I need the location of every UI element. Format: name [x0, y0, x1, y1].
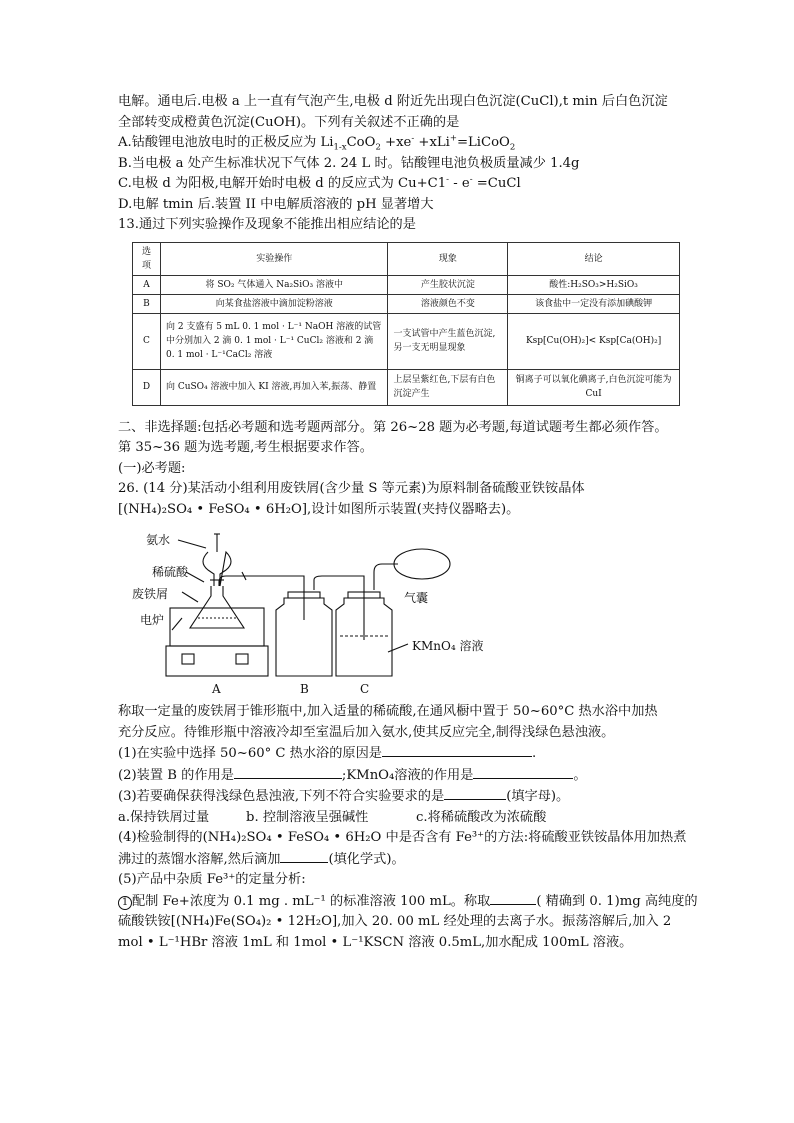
- q26-sub5-line3: mol • L⁻¹HBr 溶液 1mL 和 1mol • L⁻¹KSCN 溶液 0.5mL,加水配成 100mL 溶液。: [118, 934, 633, 950]
- apparatus-diagram: [118, 524, 688, 694]
- q26-sub2: (2)装置 B 的作用是 ;KMnO₄溶液的作用是 。: [118, 765, 688, 787]
- q26-para-line1: 称取一定量的废铁屑于锥形瓶中,加入适量的稀硫酸,在通风橱中置于 50~60°C 热水浴中加热: [118, 704, 658, 719]
- q26-para-line2: 充分反应。待锥形瓶中溶液冷却至室温后加入氨水,使其反应完全,制得浅绿色悬浊液。: [118, 724, 615, 740]
- apparatus-svg: [118, 524, 538, 694]
- answer-blank[interactable]: [490, 891, 536, 905]
- label-b: B: [300, 682, 309, 696]
- experiment-table: [132, 242, 680, 406]
- label-ammonia: 氨水: [146, 533, 171, 547]
- table-cell: 向 2 支盛有 5 mL 0. 1 mol · L⁻¹ NaOH 溶液的试管中分别加入 2 滴 0. 1 mol · L⁻¹ CuCl₂ 溶液和 2 滴 0. 1 mol · L⁻¹CaCl₂ 溶液: [160, 313, 388, 369]
- table-cell: 上层呈紫红色,下层有白色沉淀产生: [388, 369, 508, 405]
- q12-option-a: A.钴酸锂电池放电时的正极反应为 $Li_{1-x}CoO_2 +xe^-$ +xLi+=LiCoO$_2$: [118, 133, 516, 153]
- table-row: [133, 275, 680, 294]
- q26-stem-line2: [(NH₄)₂SO₄ • FeSO₄ • 6H₂O],设计如图所示装置(夹持仪器略去)。: [118, 501, 520, 517]
- label-kmno4: KMnO₄ 溶液: [412, 639, 484, 653]
- table-cell: 将 SO₂ 气体通入 Na₂SiO₃ 溶液中: [160, 275, 388, 294]
- table-header: 结论: [508, 242, 680, 275]
- answer-blank[interactable]: [280, 849, 328, 863]
- table-cell: 产生胶状沉淀: [388, 275, 508, 294]
- exam-page: [118, 92, 698, 953]
- q13-stem: 13.通过下列实验操作及现象不能推出相应结论的是: [118, 217, 416, 232]
- table-cell: D: [133, 369, 161, 405]
- label-a: A: [212, 682, 221, 696]
- answer-blank[interactable]: [444, 786, 506, 800]
- q26-sub4-line1: (4)检验制得的(NH₄)₂SO₄ • FeSO₄ • 6H₂O 中是否含有 Fe³⁺的方法:将硫酸亚铁铵晶体用加热煮: [118, 830, 687, 845]
- table-cell: 酸性:H₂SO₃>H₂SiO₃: [508, 275, 680, 294]
- q26-sub5-line2: 硫酸铁铵[(NH₄)Fe(SO₄)₂ • 12H₂O],加入 20. 00 mL 经处理的去离子水。振荡溶解后,加入 2: [118, 914, 672, 929]
- table-cell: 铜离子可以氧化碘离子,白色沉淀可能为 CuI: [508, 369, 680, 405]
- label-c: C: [360, 682, 370, 696]
- table-header-row: [133, 242, 680, 275]
- table-cell: 一支试管中产生蓝色沉淀,另一支无明显现象: [388, 313, 508, 369]
- table-cell: 溶液颜色不变: [388, 294, 508, 313]
- label-furnace: 电炉: [140, 613, 165, 627]
- q26-sub3-options: a.保持铁屑过量 b. 控制溶液呈强碱性 c.将稀硫酸改为浓硫酸: [118, 809, 547, 825]
- label-dilute-acid: 稀硫酸: [152, 565, 189, 579]
- answer-blank[interactable]: [234, 765, 342, 779]
- q12-intro-line1: 电解。通电后.电极 a 上一直有气泡产生,电极 d 附近先出现白色沉淀(CuCl),t min 后白色沉淀: [118, 94, 668, 109]
- table-row: [133, 313, 680, 369]
- label-balloon: 气囊: [404, 591, 429, 605]
- q12-intro-line2: 全部转变成橙黄色沉淀(CuOH)。下列有关叙述不正确的是: [118, 114, 460, 130]
- table-row: [133, 369, 680, 405]
- table-row: [133, 294, 680, 313]
- q26-sub4-line2: 沸过的蒸馏水溶解,然后滴加 (填化学式)。: [118, 849, 688, 871]
- table-header: 选项: [133, 242, 161, 275]
- q12-option-b: B.当电极 a 处产生标准状况下气体 2. 24 L 时。钴酸锂电池负极质量减少 1.4g: [118, 155, 580, 171]
- table-header: 现象: [388, 242, 508, 275]
- table-cell: 向某食盐溶液中滴加淀粉溶液: [160, 294, 388, 313]
- table-cell: Ksp[Cu(OH)₂]< Ksp[Ca(OH)₂]: [508, 313, 680, 369]
- q26-sub5-line1: 1 配制 Fe+浓度为 0.1 mg . mL⁻¹ 的标准溶液 100 mL。称取 ( 精确到 0. 1)mg 高纯度的: [118, 891, 688, 913]
- answer-blank[interactable]: [382, 743, 532, 757]
- table-header: 实验操作: [160, 242, 388, 275]
- table-cell: 向 CuSO₄ 溶液中加入 KI 溶液,再加入苯,振荡、静置: [160, 369, 388, 405]
- q26-sub1: (1)在实验中选择 50~60° C 热水浴的原因是 .: [118, 743, 688, 765]
- q26-stem-line1: 26. (14 分)某活动小组利用废铁屑(含少量 S 等元素)为原料制备硫酸亚铁铵晶体: [118, 481, 585, 496]
- section2-line1: 二、非选择题:包括必考题和选考题两部分。第 26~28 题为必考题,每道试题考生都必须作答。: [118, 419, 668, 435]
- q12-option-d: D.电解 tmin 后.装置 II 中电解质溶液的 pH 显著增大: [118, 196, 434, 212]
- table-cell: A: [133, 275, 161, 294]
- answer-blank[interactable]: [473, 765, 573, 779]
- q26-sub3: (3)若要确保获得浅绿色悬浊液,下列不符合实验要求的是 (填字母)。: [118, 786, 688, 808]
- table-cell: C: [133, 313, 161, 369]
- label-iron-scrap: 废铁屑: [132, 587, 169, 601]
- table-cell: B: [133, 294, 161, 313]
- section2-line3: (一)必考题:: [118, 460, 186, 476]
- table-cell: 该食盐中一定没有添加碘酸钾: [508, 294, 680, 313]
- q26-sub5: (5)产品中杂质 Fe³⁺的定量分析:: [118, 872, 306, 887]
- q12-option-c: C.电极 d 为阳极,电解开始时电极 d 的反应式为 Cu+C1- - e- =CuCl: [118, 174, 521, 191]
- circled-number: 1: [118, 896, 132, 910]
- section2-line2: 第 35~36 题为选考题,考生根据要求作答。: [118, 440, 373, 455]
